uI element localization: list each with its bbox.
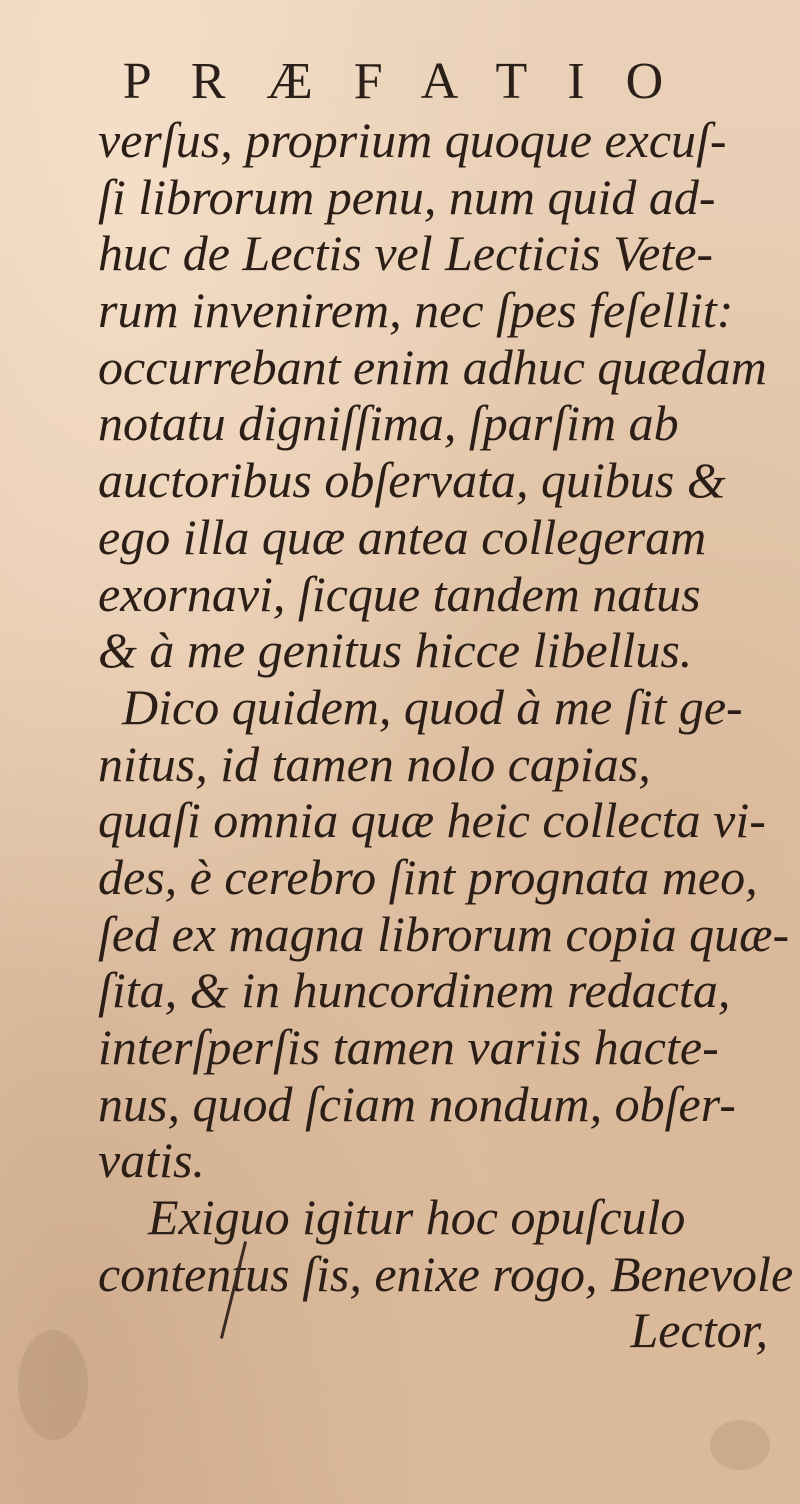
paper-stain [18,1330,88,1440]
page-heading: P R Æ F A T I O [122,53,678,110]
text-line: vatis. [98,1132,205,1189]
text-line: occurrebant enim adhuc quædam [98,338,767,395]
text-line: auctoribus obſervata, quibus & [98,452,726,509]
text-line: contentus ſis, enixe rogo, Benevole [98,1245,794,1302]
text-line: Exiguo igitur hoc opuſculo [148,1189,686,1246]
text-line: exornavi, ſicque tandem natus [98,565,701,622]
text-line: nitus, id tamen nolo capias, [98,735,651,792]
text-line: & à me genitus hicce libellus. [98,622,693,679]
text-line: verſus, proprium quoque excuſ- [98,112,727,168]
text-line: ſita, & in huncordinem redacta, [98,962,731,1019]
text-line: rum invenirem, nec ſpes feſellit: [98,282,734,339]
text-line: quaſi omnia quæ heic collecta vi- [98,792,766,849]
text-line: ſed ex magna librorum copia quæ- [98,905,790,962]
body-text [88,112,794,1359]
text-line: ego illa quæ antea collegeram [98,508,707,565]
text-line: notatu digniſſima, ſparſim ab [98,395,679,452]
text-line: nus, quod ſciam nondum, obſer- [98,1075,736,1132]
text-line: Dico quidem, quod à me ſit ge- [122,678,743,735]
text-line: Lector, [630,1302,768,1359]
text-line: des, è cerebro ſint prognata meo, [98,848,758,905]
text-line: huc de Lectis vel Lecticis Vete- [98,225,714,282]
paper-stain [710,1420,770,1470]
text-line: ſi librorum penu, num quid ad- [98,168,716,225]
text-line: interſperſis tamen variis hacte- [98,1019,719,1075]
